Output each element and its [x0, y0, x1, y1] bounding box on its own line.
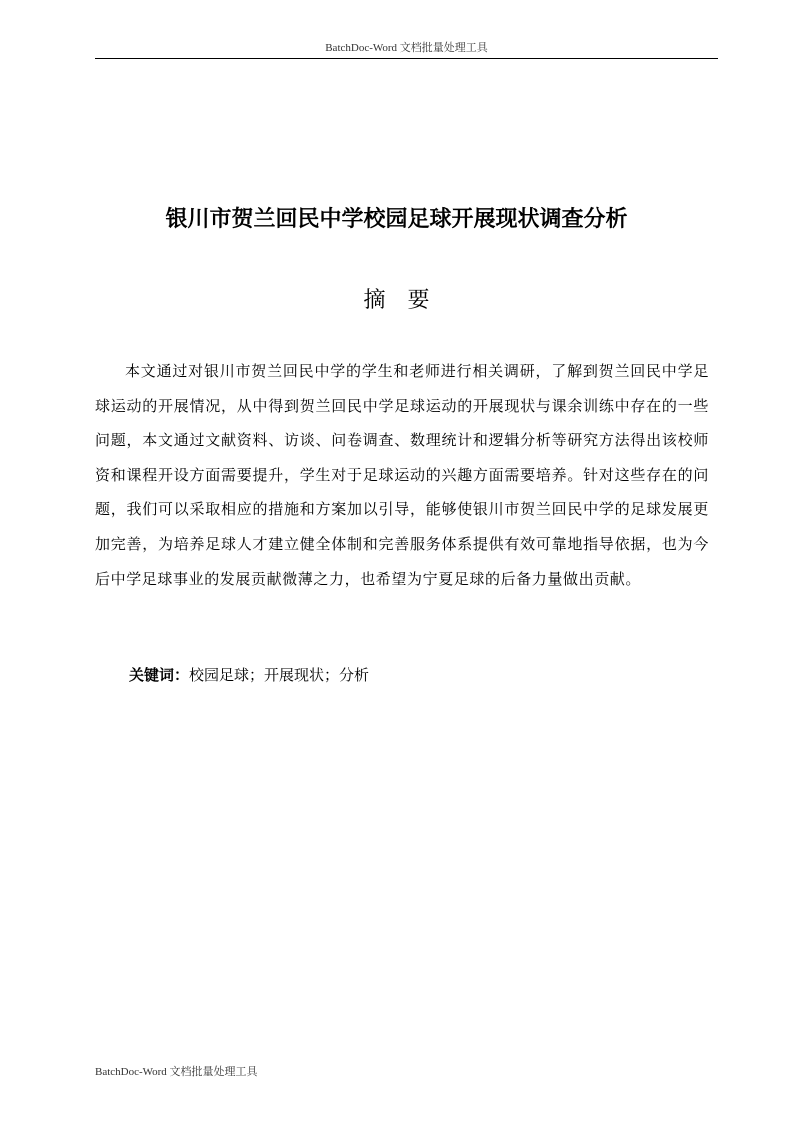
document-title: 银川市贺兰回民中学校园足球开展现状调查分析: [165, 207, 628, 232]
abstract-body: 本文通过对银川市贺兰回民中学的学生和老师进行相关调研，了解到贺兰回民中学足球运动的开展情况，从中得到贺兰回民中学足球运动的开展现状与课余训练中存在的一些问题，本文通过文献资料、访谈、问卷调查、数理统计和逻辑分析等研究方法得出该校师资和课程开设方面需要提升，学生对于足球运动的兴趣方面需要培养。针对这些存在的问题，我们可以采取相应的措施和方案加以引导，能够使银川市贺兰回民中学的足球发展更加完善，为培养足球人才建立健全体制和完善服务体系提供有效可靠地指导依据，也为今后中学足球事业的发展贡献微薄之力，也希望为宁夏足球的后备力量做出贡献。: [95, 362, 709, 588]
page-header: BatchDoc-Word 文档批量处理工具: [95, 40, 718, 59]
page-footer: BatchDoc-Word 文档批量处理工具: [95, 1066, 258, 1078]
keywords-value: 校园足球；开展现状；分析: [189, 666, 370, 684]
keywords-line: [129, 658, 369, 692]
keywords-label: 关键词：: [129, 666, 190, 684]
abstract-heading: 摘 要: [363, 288, 430, 313]
